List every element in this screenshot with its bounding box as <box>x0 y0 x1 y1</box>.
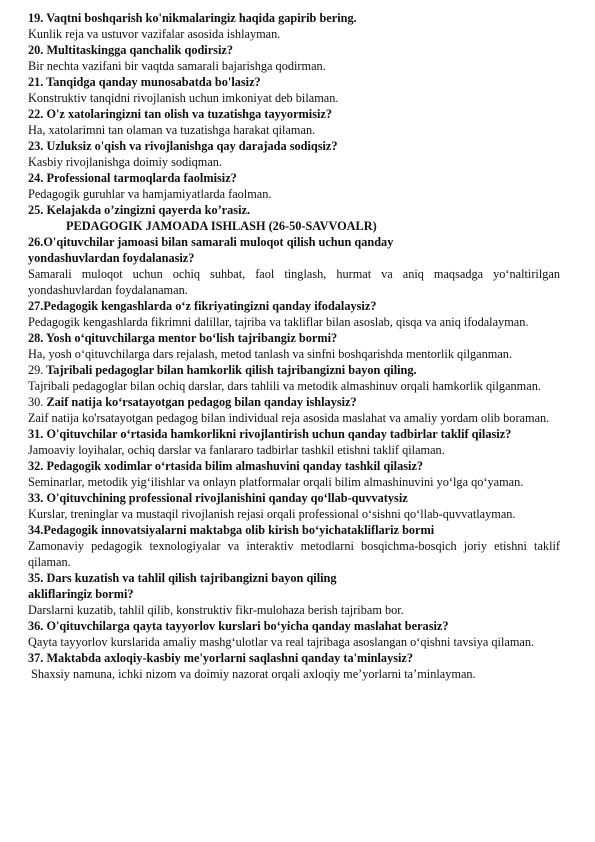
answer-23: Kasbiy rivojlanishga doimiy sodiqman. <box>28 155 223 169</box>
question-26-cont: yondashuvlardan foydalanasiz? <box>28 251 195 265</box>
answer-34: Zamonaviy pedagogik texnologiyalar va interaktiv metodlarni bosqichma-bosqich joriy etishni taklif qilaman. <box>28 539 560 569</box>
answer-32: Seminarlar, metodik yig‘ilishlar va onlayn platformalar orqali bilim almashinuvini yo‘lga qo‘yaman. <box>28 475 524 489</box>
question-35: 35. Dars kuzatish va tahlil qilish tajribangizni bayon qiling <box>28 571 337 585</box>
question-26: 26.O'qituvchilar jamoasi bilan samarali muloqot qilish uchun qanday <box>28 235 394 249</box>
answer-31: Jamoaviy loyihalar, ochiq darslar va fanlararo tadbirlar tashkil etishni taklif qilaman. <box>28 443 445 457</box>
question-30: Zaif natija ko‘rsatayotgan pedagog bilan qanday ishlaysiz? <box>46 395 357 409</box>
question-29-line <box>28 362 560 378</box>
question-29: Tajribali pedagoglar bilan hamkorlik qilish tajribangizni bayon qiling. <box>46 363 417 377</box>
answer-30: Zaif natija ko'rsatayotgan pedagog bilan individual reja asosida maslahat va amaliy yordam olib boraman. <box>28 411 550 425</box>
answer-24: Pedagogik guruhlar va hamjamiyatlarda faolman. <box>28 187 272 201</box>
answer-35: Darslarni kuzatib, tahlil qilib, konstruktiv fikr-mulohaza berish tajribam bor. <box>28 603 404 617</box>
question-20: 20. Multitaskingga qanchalik qodirsiz? <box>28 43 233 57</box>
question-33: 33. O'qituvchining professional rivojlanishini qanday qo‘llab-quvvatysiz <box>28 491 408 505</box>
answer-26: Samarali muloqot uchun ochiq suhbat, faol tinglash, hurmat va aniq maqsadga yo‘naltirilgan yondashuvlardan foydalanaman. <box>28 267 560 297</box>
question-34: 34.Pedagogik innovatsiyalarni maktabga olib kirish bo‘yichatakliflariz bormi <box>28 523 435 537</box>
question-21: 21. Tanqidga qanday munosabatda bo'lasiz? <box>28 75 261 89</box>
document-page <box>28 10 560 682</box>
answer-29: Tajribali pedagoglar bilan ochiq darslar, dars tahlili va metodik almashinuv orqali hamkorlik qilganman. <box>28 379 541 393</box>
question-27: 27.Pedagogik kengashlarda o‘z fikriyatingizni qanday ifodalaysiz? <box>28 299 377 313</box>
question-35-cont: akliflaringiz bormi? <box>28 587 134 601</box>
question-32: 32. Pedagogik xodimlar o‘rtasida bilim almashuvini qanday tashkil qilasiz? <box>28 459 424 473</box>
answer-19: Kunlik reja va ustuvor vazifalar asosida ishlayman. <box>28 27 281 41</box>
answer-33: Kurslar, treninglar va mustaqil rivojlanish rejasi orqali professional o‘sishni qo‘llab-quvvatlayman. <box>28 507 516 521</box>
question-36: 36. O'qituvchilarga qayta tayyorlov kurslari bo‘yicha qanday maslahat berasiz? <box>28 619 449 633</box>
answer-21: Konstruktiv tanqidni rivojlanish uchun imkoniyat deb bilaman. <box>28 91 339 105</box>
question-25: 25. Kelajakda o’zingizni qayerda ko’rasiz. <box>28 203 251 217</box>
question-37: 37. Maktabda axloqiy-kasbiy me'yorlarni saqlashni qanday ta'minlaysiz? <box>28 651 414 665</box>
question-19: 19. Vaqtni boshqarish ko'nikmalaringiz haqida gapirib bering. <box>28 11 357 25</box>
question-31: 31. O'qituvchilar o‘rtasida hamkorlikni rivojlantirish uchun qanday tadbirlar taklif qilasiz? <box>28 427 512 441</box>
question-22: 22. O'z xatolaringizni tan olish va tuzatishga tayyormisiz? <box>28 107 332 121</box>
question-23: 23. Uzluksiz o'qish va rivojlanishga qay darajada sodiqsiz? <box>28 139 338 153</box>
answer-36: Qayta tayyorlov kurslarida amaliy mashg‘ulotlar va real tajribaga asoslangan o‘qishni tavsiya qilaman. <box>28 635 535 649</box>
answer-28: Ha, yosh o‘qituvchilarga dars rejalash, metod tanlash va sinfni boshqarishda mentorlik qilganman. <box>28 347 513 361</box>
answer-20: Bir nechta vazifani bir vaqtda samarali bajarishga qodirman. <box>28 59 326 73</box>
section-title: PEDAGOGIK JAMOADA ISHLASH (26-50-SAVVOALR) <box>66 219 377 233</box>
question-29-number: 29. <box>28 363 44 377</box>
question-28: 28. Yosh o‘qituvchilarga mentor bo‘lish tajribangiz bormi? <box>28 331 338 345</box>
answer-27: Pedagogik kengashlarda fikrimni dalillar, tajriba va takliflar bilan asoslab, qisqa va aniq ifodalayman. <box>28 315 529 329</box>
answer-37: Shaxsiy namuna, ichki nizom va doimiy nazorat orqali axloqiy me’yorlarni ta’minlayman. <box>31 667 476 681</box>
answer-22: Ha, xatolarimni tan olaman va tuzatishga harakat qilaman. <box>28 123 316 137</box>
question-24: 24. Professional tarmoqlarda faolmisiz? <box>28 171 237 185</box>
question-30-number: 30. <box>28 395 44 409</box>
question-30-line <box>28 394 560 410</box>
